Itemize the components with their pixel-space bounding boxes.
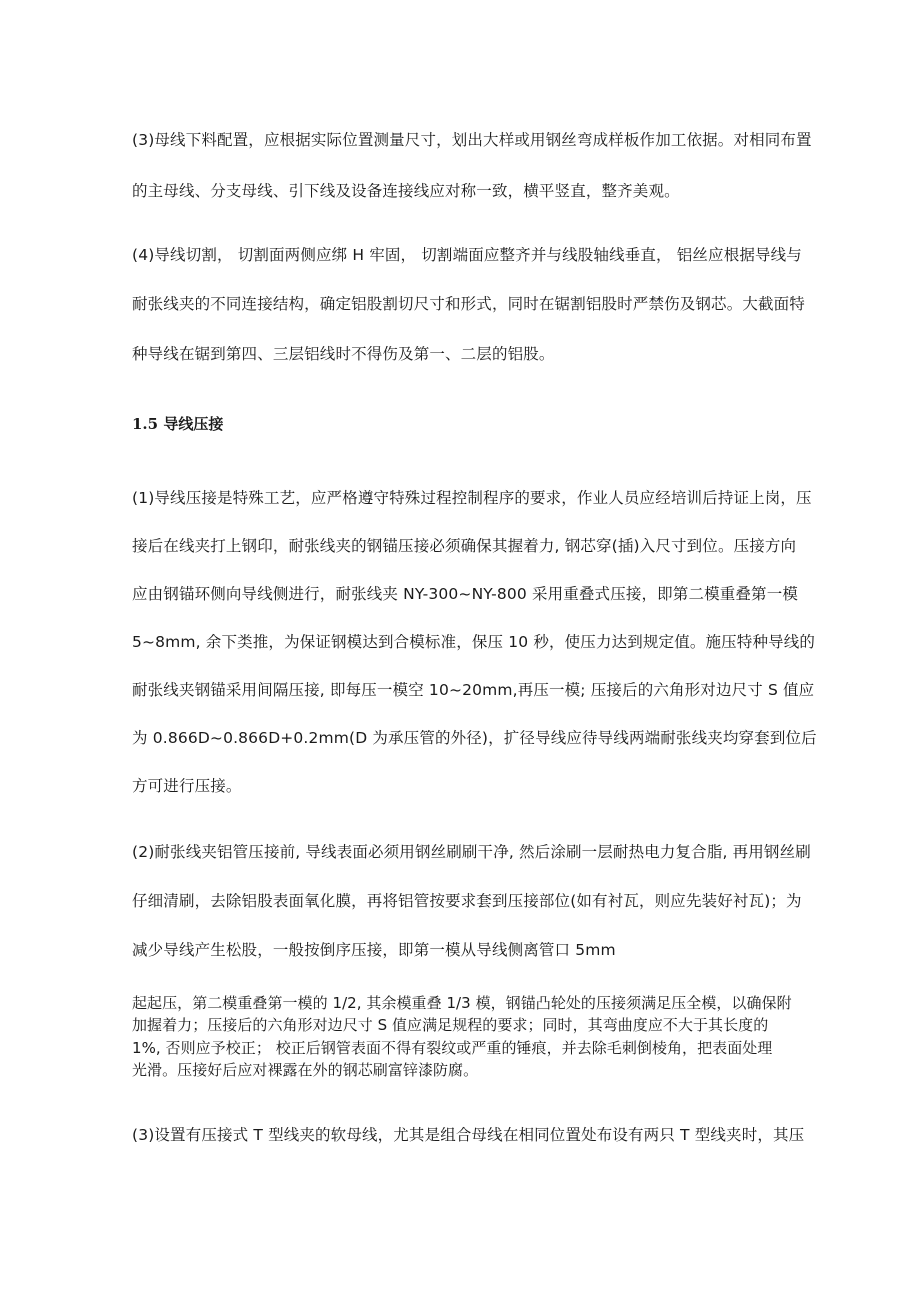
paragraph-line: 减少导线产生松股，一般按倒序压接，即第一模从导线侧离管口 5mm xyxy=(132,941,616,959)
paragraph-line: (1)导线压接是特殊工艺，应严格遵守特殊过程控制程序的要求，作业人员应经培训后持证上岗，压 xyxy=(132,489,812,507)
paragraph-line: 种导线在锯到第四、三层铝线时不得伤及第一、二层的铝股。 xyxy=(132,345,555,363)
paragraph-line: (3)母线下料配置，应根据实际位置测量尺寸，划出大样或用钢丝弯成样板作加工依据。对相同布置 xyxy=(132,131,812,149)
paragraph-line: 5~8mm, 余下类推，为保证钢模达到合模标准，保压 10 秒，使压力达到规定值。施压特种导线的 xyxy=(132,633,816,651)
paragraph-line: 耐张线夹的不同连接结构，确定铝股割切尺寸和形式，同时在锯割铝股时严禁伤及钢芯。大截面特 xyxy=(132,295,805,313)
paragraph-line: 1%, 否则应予校正； 校正后钢管表面不得有裂纹或严重的锤痕，并去除毛刺倒棱角，把表面处理 xyxy=(132,1039,773,1057)
paragraph-line: 应由钢锚环侧向导线侧进行，耐张线夹 NY-300~NY-800 采用重叠式压接，即第二模重叠第一模 xyxy=(132,585,798,603)
paragraph-line: (3)设置有压接式 T 型线夹的软母线，尤其是组合母线在相同位置处布设有两只 T 型线夹时，其压 xyxy=(132,1126,805,1144)
paragraph-line: 起起压，第二模重叠第一模的 1/2, 其余模重叠 1/3 模，钢锚凸轮处的压接须满足压全模，以确保附 xyxy=(132,994,792,1012)
paragraph-line: (2)耐张线夹铝管压接前, 导线表面必须用钢丝刷刷干净, 然后涂刷一层耐热电力复合脂, 再用钢丝刷 xyxy=(132,843,811,861)
paragraph-line: 为 0.866D~0.866D+0.2mm(D 为承压管的外径)，扩径导线应待导线两端耐张线夹均穿套到位后 xyxy=(132,729,817,747)
paragraph-line: 接后在线夹打上钢印，耐张线夹的钢锚压接必须确保其握着力, 钢芯穿(插)入尺寸到位。压接方向 xyxy=(132,537,797,555)
section-heading: 1.5 导线压接 xyxy=(132,415,224,433)
paragraph-line: 耐张线夹钢锚采用间隔压接, 即每压一模空 10~20mm,再压一模; 压接后的六角形对边尺寸 S 值应 xyxy=(132,681,815,699)
paragraph-line: (4)导线切割， 切割面两侧应绑 H 牢固， 切割端面应整齐并与线股轴线垂直， 铝丝应根据导线与 xyxy=(132,246,802,264)
paragraph-line: 光滑。压接好后应对裸露在外的钢芯刷富锌漆防腐。 xyxy=(132,1061,479,1079)
paragraph-line: 仔细清刷，去除铝股表面氧化膜，再将铝管按要求套到压接部位(如有衬瓦，则应先装好衬瓦)；为 xyxy=(132,892,802,910)
paragraph-line: 的主母线、分支母线、引下线及设备连接线应对称一致，横平竖直，整齐美观。 xyxy=(132,182,680,200)
paragraph-line: 加握着力；压接后的六角形对边尺寸 S 值应满足规程的要求；同时，其弯曲度应不大于其长度的 xyxy=(132,1016,769,1034)
paragraph-line: 方可进行压接。 xyxy=(132,777,242,795)
